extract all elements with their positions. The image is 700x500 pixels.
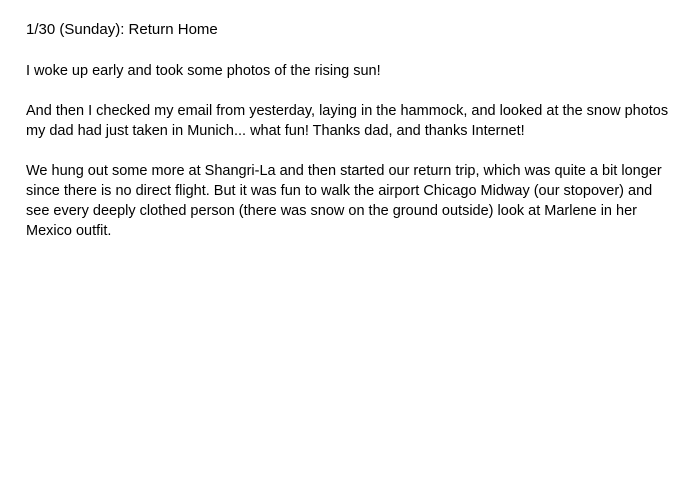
page-title: 1/30 (Sunday): Return Home xyxy=(26,21,218,38)
body-paragraph-2: And then I checked my email from yesterday, laying in the hammock, and looked at the snow photos my dad had just taken in Munich... what fun! Thanks dad, and thanks Internet! xyxy=(26,103,669,139)
body-paragraph-1: I woke up early and took some photos of the rising sun! xyxy=(26,63,381,79)
body-paragraph-3: We hung out some more at Shangri-La and then started our return trip, which was quite a bit longer since there is no direct flight. But it was fun to walk the airport Chicago Midway (our stopover) and see every deeply clothed person (there was snow on the ground outside) look at Marlene in her Mexico outfit. xyxy=(26,163,662,239)
